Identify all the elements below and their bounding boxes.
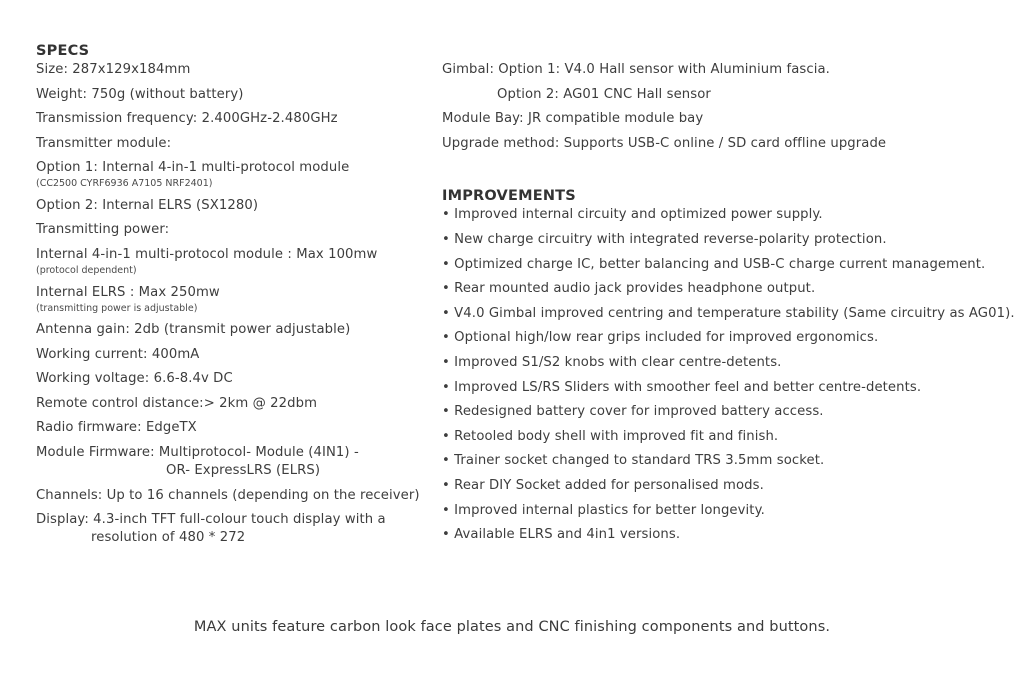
improvements-list bbox=[442, 207, 1015, 543]
spec-option2: Option 2: Internal ELRS (SX1280) bbox=[36, 197, 259, 213]
spec-option1: Option 1: Internal 4-in-1 multi-protocol module bbox=[36, 160, 350, 176]
footer-note: MAX units feature carbon look face plates and CNC finishing components and buttons. bbox=[193, 619, 831, 635]
improvements-heading: IMPROVEMENTS bbox=[442, 188, 576, 205]
spec-weight: Weight: 750g (without battery) bbox=[36, 86, 244, 102]
spec-power-elrs-note: (transmitting power is adjustable) bbox=[36, 302, 198, 314]
list-item: • Improved S1/S2 knobs with clear centre-detents. bbox=[442, 355, 1012, 371]
spec-antenna: Antenna gain: 2db (transmit power adjustable) bbox=[36, 322, 351, 338]
list-item: • New charge circuitry with integrated reverse-polarity protection. bbox=[442, 232, 1012, 248]
specs-heading: SPECS bbox=[36, 43, 90, 59]
list-item: • Retooled body shell with improved fit and finish. bbox=[442, 429, 1012, 445]
list-item: • Optimized charge IC, better balancing and USB-C charge current management. bbox=[442, 257, 1012, 273]
spec-module-firmware: Module Firmware: Multiprotocol- Module (4IN1) - bbox=[36, 445, 359, 461]
list-item: • Improved LS/RS Sliders with smoother feel and better centre-detents. bbox=[442, 380, 1012, 396]
spec-upgrade: Upgrade method: Supports USB-C online / SD card offline upgrade bbox=[442, 135, 887, 151]
spec-power-4in1-note: (protocol dependent) bbox=[36, 265, 137, 277]
spec-power-elrs: Internal ELRS : Max 250mw bbox=[36, 284, 220, 300]
right-column bbox=[442, 40, 1015, 552]
spec-module-firmware-cont: OR- ExpressLRS (ELRS) bbox=[166, 463, 321, 479]
spec-channels: Channels: Up to 16 channels (depending on the receiver) bbox=[36, 487, 420, 503]
list-item: • Redesigned battery cover for improved battery access. bbox=[442, 404, 1012, 420]
spec-option1-note: (CC2500 CYRF6936 A7105 NRF2401) bbox=[36, 178, 213, 190]
spec-display: Display: 4.3-inch TFT full-colour touch display with a bbox=[36, 512, 386, 528]
list-item: • Improved internal plastics for better longevity. bbox=[442, 503, 1012, 519]
spec-firmware: Radio firmware: EdgeTX bbox=[36, 420, 197, 436]
spec-gimbal: Gimbal: Option 1: V4.0 Hall sensor with Aluminium fascia. bbox=[442, 62, 830, 77]
spec-gimbal-option2: Option 2: AG01 CNC Hall sensor bbox=[497, 86, 711, 102]
spec-frequency: Transmission frequency: 2.400GHz-2.480GHz bbox=[36, 111, 338, 127]
list-item: • Available ELRS and 4in1 versions. bbox=[442, 527, 1012, 543]
list-item: • V4.0 Gimbal improved centring and temperature stability (Same circuitry as AG01). bbox=[442, 306, 1012, 322]
list-item: • Rear DIY Socket added for personalised mods. bbox=[442, 478, 1012, 494]
spec-module-bay: Module Bay: JR compatible module bay bbox=[442, 111, 704, 127]
list-item: • Improved internal circuity and optimized power supply. bbox=[442, 207, 1012, 223]
spec-module-label: Transmitter module: bbox=[36, 135, 172, 151]
specs-column bbox=[36, 40, 426, 555]
spec-current: Working current: 400mA bbox=[36, 346, 200, 362]
spec-voltage: Working voltage: 6.6-8.4v DC bbox=[36, 371, 233, 387]
spec-power-4in1: Internal 4-in-1 multi-protocol module : Max 100mw bbox=[36, 247, 378, 263]
spec-size: Size: 287x129x184mm bbox=[36, 62, 191, 77]
list-item: • Rear mounted audio jack provides headphone output. bbox=[442, 281, 1012, 297]
list-item: • Optional high/low rear grips included for improved ergonomics. bbox=[442, 330, 1012, 346]
list-item: • Trainer socket changed to standard TRS 3.5mm socket. bbox=[442, 453, 1012, 469]
spec-display-cont: resolution of 480 * 272 bbox=[91, 530, 246, 546]
spec-distance: Remote control distance:> 2km @ 22dbm bbox=[36, 395, 318, 411]
spec-power-label: Transmitting power: bbox=[36, 222, 170, 238]
